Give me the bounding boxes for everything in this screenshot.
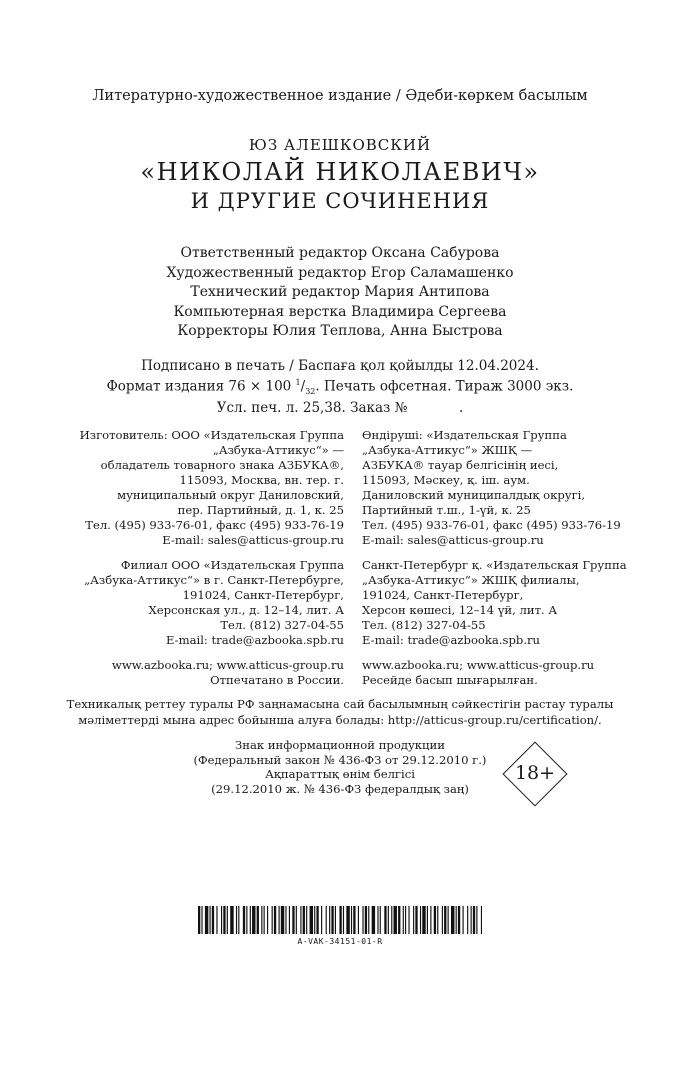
staff-line: Художественный редактор Егор Саламашенко <box>166 264 514 281</box>
format-prefix: Формат издания 76 × 100 <box>106 378 296 394</box>
text-line: 191024, Санкт-Петербург, <box>362 588 524 602</box>
text-line: Изготовитель: ООО «Издательская Группа <box>79 428 344 442</box>
text-line: Ақпараттық өнім белгісі <box>265 767 415 781</box>
text-line: АЗБУКА® тауар белгісінің иесі, <box>362 458 559 472</box>
publisher-column-kazakh <box>362 428 662 688</box>
text-line: „Азбука-Аттикус“» — <box>212 443 344 457</box>
text-line: Тел. (495) 933-76-01, факс (495) 933-76-19 <box>85 518 344 532</box>
text-line: Партийный т.ш., 1-үй, к. 25 <box>362 503 531 517</box>
text-line: „Азбука-Аттикус“» ЖШҚ — <box>362 443 533 457</box>
text-line: (Федеральный закон № 436-ФЗ от 29.12.2010 г.) <box>193 752 487 767</box>
text-line: E-mail: sales@atticus-group.ru <box>362 533 544 547</box>
print-sheets-order: Усл. печ. л. 25,38. Заказ № . <box>216 400 464 417</box>
text-line: Даниловский муниципалдық округі, <box>362 488 586 502</box>
text-line: 115093, Москва, вн. тер. г. <box>179 473 344 487</box>
format-suffix: . Печать офсетная. Тираж 3000 экз. <box>315 378 574 394</box>
format-frac-num: 1 <box>295 377 301 387</box>
format-line <box>0 375 680 401</box>
edition-type: Литературно-художественное издание / Әдеби-көркем басылым <box>92 88 588 104</box>
book-title-line-1: «НИКОЛАЙ НИКОЛАЕВИЧ» <box>140 158 540 186</box>
text-line: Тел. (812) 327-04-55 <box>362 618 486 632</box>
editorial-staff <box>0 244 680 342</box>
text-line: Тел. (495) 933-76-01, факс (495) 933-76-19 <box>362 518 621 532</box>
text-line: мәліметтерді мына адрес бойынша алуға болады: http://atticus-group.ru/certification/. <box>78 712 602 727</box>
text-line: Знак информационной продукции <box>235 738 445 752</box>
text-line: Херсонская ул., д. 12–14, лит. А <box>148 603 344 617</box>
text-line: (29.12.2010 ж. № 436-ФЗ федералдық заң) <box>211 781 469 796</box>
website-block <box>60 658 344 688</box>
text-line: www.azbooka.ru; www.atticus-group.ru <box>111 658 344 672</box>
text-line: „Азбука-Аттикус“» ЖШҚ филиалы, <box>362 573 580 587</box>
text-line: обладатель товарного знака АЗБУКА®, <box>100 458 344 472</box>
text-line: E-mail: trade@azbooka.spb.ru <box>165 633 344 647</box>
text-line: Техникалық реттеу туралы РФ заңнамасына сай басылымның сәйкестігін растау туралы <box>66 697 614 711</box>
author-name: ЮЗ АЛЕШКОВСКИЙ <box>248 136 432 154</box>
branch-block <box>60 558 344 648</box>
manufacturer-block <box>362 428 662 548</box>
staff-line: Компьютерная верстка Владимира Сергеева <box>173 303 507 320</box>
text-line: www.azbooka.ru; www.atticus-group.ru <box>362 658 595 672</box>
manufacturer-block <box>60 428 344 548</box>
text-line: Санкт-Петербург қ. «Издательская Группа <box>362 558 627 572</box>
text-line: Ресейде басып шығарылған. <box>362 673 538 687</box>
staff-line: Ответственный редактор Оксана Сабурова <box>180 245 500 261</box>
signed-to-print: Подписано в печать / Баспаға қол қойылды 12.04.2024. <box>141 358 539 374</box>
format-frac-den: 32 <box>305 386 316 396</box>
text-line: Тел. (812) 327-04-55 <box>220 618 344 632</box>
staff-line: Технический редактор Мария Антипова <box>190 284 490 300</box>
certification-note <box>0 697 680 728</box>
text-line: муниципальный округ Даниловский, <box>117 488 344 502</box>
text-line: Отпечатано в России. <box>210 673 344 687</box>
barcode-icon <box>198 906 482 934</box>
publisher-column-russian <box>60 428 344 688</box>
branch-block <box>362 558 662 648</box>
age-rating-label: 18+ <box>514 762 556 784</box>
text-line: Өндіруші: «Издательская Группа <box>362 428 567 442</box>
text-line: 191024, Санкт-Петербург, <box>182 588 344 602</box>
text-line: Херсон көшесі, 12–14 үй, лит. А <box>362 603 558 617</box>
print-info <box>0 358 680 417</box>
text-line: 115093, Мәскеу, қ. іш. аум. <box>362 473 530 487</box>
text-line: E-mail: sales@atticus-group.ru <box>162 533 344 547</box>
text-line: Филиал ООО «Издательская Группа <box>120 558 344 572</box>
book-title-line-2: И ДРУГИЕ СОЧИНЕНИЯ <box>190 189 490 213</box>
text-line: „Азбука-Аттикус“» в г. Санкт-Петербурге, <box>84 573 344 587</box>
website-block <box>362 658 662 688</box>
text-line: E-mail: trade@azbooka.spb.ru <box>362 633 541 647</box>
staff-line: Корректоры Юлия Теплова, Анна Быстрова <box>177 323 503 339</box>
barcode-code: A-VAK-34151-01-R <box>297 937 383 946</box>
info-product-sign <box>190 738 490 796</box>
text-line: пер. Партийный, д. 1, к. 25 <box>177 503 344 517</box>
format-frac-sep: / <box>300 378 306 394</box>
